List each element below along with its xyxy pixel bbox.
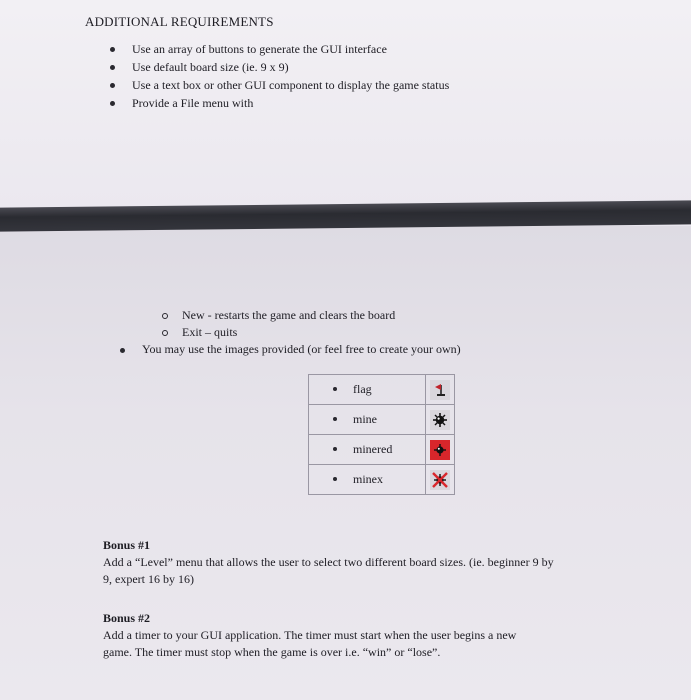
requirements-title: ADDITIONAL REQUIREMENTS (85, 14, 274, 29)
list-item: Provide a File menu with (104, 94, 449, 112)
icon-label: minered (353, 442, 393, 456)
bonus-1 (103, 537, 554, 588)
icons-table (308, 374, 455, 495)
table-row (309, 405, 455, 435)
flag-icon (430, 380, 450, 400)
table-row (309, 375, 455, 405)
minex-icon (430, 470, 450, 490)
icon-label: mine (353, 412, 377, 426)
list-item: Use a text box or other GUI component to display the game status (104, 76, 449, 94)
list-item: Exit – quits (158, 324, 395, 341)
list-item: Use default board size (ie. 9 x 9) (104, 58, 449, 76)
requirements-list (104, 40, 449, 112)
list-item: New - restarts the game and clears the board (158, 307, 395, 324)
minered-icon (430, 440, 450, 460)
bonus-2-text-line: Add a timer to your GUI application. The timer must start when the user begins a new (103, 628, 517, 642)
mine-icon (430, 410, 450, 430)
bonus-1-text-line: 9, expert 16 by 16) (103, 572, 194, 586)
table-row (309, 435, 455, 465)
images-note: You may use the images provided (or feel free to create your own) (114, 342, 461, 357)
bonus-1-heading: Bonus #1 (103, 538, 151, 552)
file-menu-list (158, 307, 395, 341)
bonus-2-text-line: game. The timer must stop when the game is over i.e. “win” or “lose”. (103, 645, 441, 659)
icon-label: flag (353, 382, 372, 396)
bonus-2 (103, 610, 516, 661)
list-item: Use an array of buttons to generate the GUI interface (104, 40, 449, 58)
table-row (309, 465, 455, 495)
bonus-1-text-line: Add a “Level” menu that allows the user to select two different board sizes. (ie. beginner 9 by (103, 555, 554, 569)
icon-label: minex (353, 472, 383, 486)
bonus-2-heading: Bonus #2 (103, 611, 151, 625)
